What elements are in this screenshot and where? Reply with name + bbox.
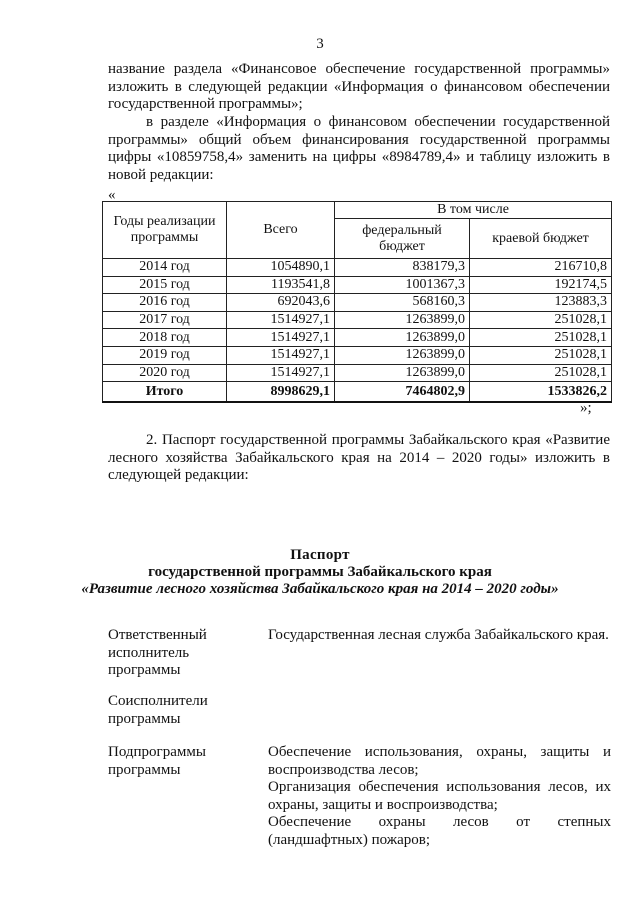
table-row (103, 364, 612, 382)
cell-total: 1514927,1 (227, 311, 335, 329)
cell-regional: 251028,1 (470, 329, 612, 347)
cell-year: 2016 год (103, 294, 227, 312)
cell-federal: 568160,3 (335, 294, 470, 312)
list-item: Обеспечение охраны лесов от степных (ландшафтных) пожаров; (268, 814, 611, 848)
cell-regional: 216710,8 (470, 259, 612, 277)
cell-regional: 251028,1 (470, 311, 612, 329)
quote-open-mark: « (108, 187, 116, 203)
responsible-label: Ответственный исполнитель программы (108, 627, 207, 678)
cell-total: 1514927,1 (227, 346, 335, 364)
subprograms-list (268, 744, 611, 849)
table-total-row (103, 382, 612, 403)
passport-title: Паспорт (290, 547, 350, 563)
cell-federal: 1263899,0 (335, 346, 470, 364)
cell-total: 8998629,1 (227, 382, 335, 403)
cell-federal: 1263899,0 (335, 364, 470, 382)
cell-regional: 123883,3 (470, 294, 612, 312)
responsible-value: Государственная лесная служба Забайкальского края. (268, 627, 609, 643)
cell-regional: 251028,1 (470, 346, 612, 364)
cell-year: 2014 год (103, 259, 227, 277)
cell-regional: 1533826,2 (470, 382, 612, 403)
cell-year: 2018 год (103, 329, 227, 347)
cell-total: 1514927,1 (227, 364, 335, 382)
cell-federal: 1263899,0 (335, 311, 470, 329)
program-name: «Развитие лесного хозяйства Забайкальского края на 2014 – 2020 годы» (81, 581, 559, 597)
list-item: Обеспечение использования, охраны, защиты и воспроизводства лесов; (268, 744, 611, 778)
header-years: Годы реализации программы (103, 202, 227, 259)
cell-total: 692043,6 (227, 294, 335, 312)
cell-federal: 1263899,0 (335, 329, 470, 347)
cell-federal: 7464802,9 (335, 382, 470, 403)
list-item: Организация обеспечения использования лесов, их охраны, защиты и воспроизводства; (268, 779, 611, 813)
cell-total: 1193541,8 (227, 276, 335, 294)
table-row (103, 259, 612, 277)
table-row (103, 346, 612, 364)
cell-federal: 1001367,3 (335, 276, 470, 294)
cell-regional: 251028,1 (470, 364, 612, 382)
page-number: 3 (316, 36, 324, 52)
subprograms-label: Подпрограммы программы (108, 744, 206, 778)
quote-close-mark: »; (580, 400, 592, 416)
cell-year: 2020 год (103, 364, 227, 382)
paragraph-financing-change: в разделе «Информация о финансовом обеспечении государственной программы» общий объем финансирования государственной программы цифры «10859758,4» заменить на цифры «8984789,4» и таблицу изложить в новой редакции: (108, 114, 610, 183)
table-row (103, 276, 612, 294)
cell-year: 2015 год (103, 276, 227, 294)
table-row (103, 329, 612, 347)
passport-subtitle: государственной программы Забайкальского края (148, 564, 492, 580)
cell-total-label: Итого (103, 382, 227, 403)
table-row (103, 311, 612, 329)
header-federal: федеральный бюджет (335, 219, 470, 259)
financing-table (102, 201, 612, 403)
cell-year: 2019 год (103, 346, 227, 364)
paragraph-section-rename: название раздела «Финансовое обеспечение государственной программы» изложить в следующей редакции «Информация о финансовом обеспечении государственной программы»; (108, 61, 610, 112)
header-regional: краевой бюджет (470, 219, 612, 259)
table-row (103, 294, 612, 312)
cell-total: 1054890,1 (227, 259, 335, 277)
header-total: Всего (227, 202, 335, 259)
coexecutors-label: Соисполнители программы (108, 693, 208, 727)
cell-total: 1514927,1 (227, 329, 335, 347)
paragraph-passport-intro: 2. Паспорт государственной программы Забайкальского края «Развитие лесного хозяйства Забайкальского края на 2014 – 2020 годы» изложить в следующей редакции: (108, 432, 610, 483)
passport-heading (0, 547, 640, 598)
cell-federal: 838179,3 (335, 259, 470, 277)
cell-regional: 192174,5 (470, 276, 612, 294)
cell-year: 2017 год (103, 311, 227, 329)
header-including: В том числе (335, 202, 612, 219)
